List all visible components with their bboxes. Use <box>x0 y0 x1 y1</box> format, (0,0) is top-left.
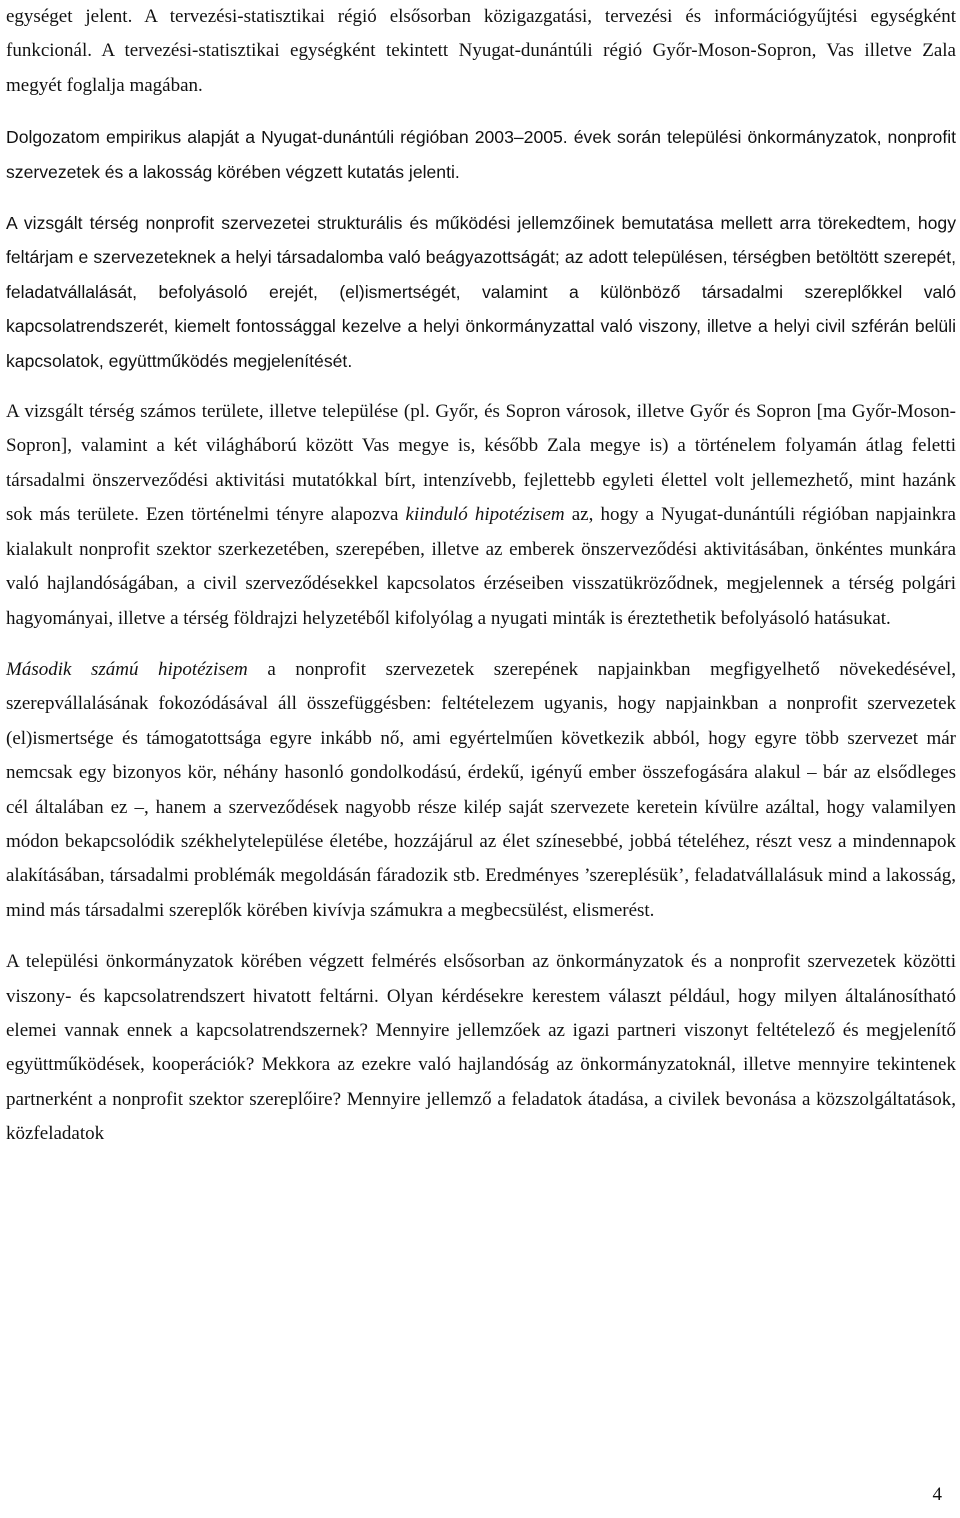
first-hypothesis-term: kiinduló hipotézisem <box>405 504 565 526</box>
paragraph-gap <box>6 636 956 653</box>
paragraph-gap <box>6 928 956 945</box>
paragraph-research-aims: A vizsgált térség nonprofit szervezetei strukturális és működési jellemzőinek bemutatása mellett arra törekedtem, hogy feltárjam e szervezeteknek a helyi társadalomba való beágyazottságát; az adott településen, térségben betöltött szerepét, feladatvállalását, befolyásoló erejét, (el)ismertségét, valamint a különböző társadalmi szereplőkkel való kapcsolatrendszerét, kiemelt fontossággal kezelve a helyi önkormányzattal való viszony, illetve a helyi civil szférán belüli kapcsolatok, együttműködés megjelenítését. <box>6 213 956 371</box>
paragraph-gap <box>6 103 956 120</box>
paragraph-empirical-basis: Dolgozatom empirikus alapját a Nyugat-dunántúli régióban 2003–2005. évek során települési önkormányzatok, nonprofit szervezetek és a lakosság körében végzett kutatás jelenti. <box>6 127 956 182</box>
page-number: 4 <box>932 1484 942 1505</box>
second-hypothesis-term: Második számú hipotézisem <box>6 658 248 680</box>
paragraph-region-definition: egységet jelent. A tervezési-statisztikai régió elsősorban közigazgatási, tervezési és információgyűjtési egységként funkcionál. A tervezési-statisztikai egységként tekintett Nyugat-dunántúli régió Győr-Moson-Sopron, Vas illetve Zala megyét foglalja magában. <box>6 6 956 96</box>
paragraph-first-hypothesis <box>6 395 956 636</box>
first-hypothesis-body: az, hogy a Nyugat-dunántúli régióban napjainkra kialakult nonprofit szektor szerkezetében, szerepében, illetve az emberek önszerveződési aktivitásában, önkéntes munkára való hajlandóságában, a civil szerveződésekkel kapcsolatos érzéseiben visszatükröződnek, megjelennek a térség polgári hagyományai, illetve a térség földrajzi helyzetéből kifolyólag a nyugati minták is éreztethetik befolyásoló hatásukat. <box>6 504 956 629</box>
paragraph-municipal-survey: A települési önkormányzatok körében végzett felmérés elsősorban az önkormányzatok és a nonprofit szervezetek közötti viszony- és kapcsolatrendszert hivatott feltárni. Olyan kérdésekre kerestem választ például, hogy milyen általánosítható elemei vannak ennek a kapcsolatrendszernek? Mennyire jellemzőek az igazi partneri viszonyt feltételező és megjelenítő együttműködések, kooperációk? Mekkora az ezekre való hajlandóság az önkormányzatoknál, illetve mennyire tekintenek partnerként a nonprofit szektor szereplőire? Mennyire jellemző a feladatok átadása, a civilek bevonása a közszolgáltatások, közfeladatok <box>6 951 956 1145</box>
paragraph-gap <box>6 189 956 206</box>
second-hypothesis-body: a nonprofit szervezetek szerepének napjainkban megfigyelhető növekedésével, szerepvállalásának fokozódásával áll összefüggésben: feltételezem ugyanis, hogy napjainkban a nonprofit szervezetek (el)ismertsége és támogatottsága egyre inkább nő, ami egyértelműen következik abból, hogy egyre több szervezet már nemcsak egy bizonyos kör, néhány hasonló gondolkodású, érdekű, igényű ember összefogására alakul – bár az elsődleges cél általában ez –, hanem a szerveződések nagyobb része kilép saját szervezete keretein kívülre azáltal, hogy valamilyen módon bekapcsolódik székhelytelepülése életébe, hozzájárul az élet színesebbé, jobbá tételéhez, részt vesz a mindennapok alakításában, társadalmi problémák megoldásán fáradozik stb. Eredményes ’szereplésük’, feladatvállalásuk mind a lakosság, mind más társadalmi szereplők körében kivívja számukra a megbecsülést, elismerést. <box>6 658 956 921</box>
paragraph-gap <box>6 378 956 395</box>
document-page <box>6 0 956 1152</box>
first-hypothesis-intro: A vizsgált térség számos területe, illetve települése (pl. Győr, és Sopron városok, illetve Győr és Sopron [ma Győr-Moson-Sopron], valamint a két világháború között Vas megye is, később Zala megye is) a történelem folyamán átlag feletti társadalmi önszerveződési aktivitási mutatókkal bírt, intenzívebb, fejlettebb egyleti élettel volt jellemezhető, mint hazánk sok más területe. Ezen történelmi tényre alapozva <box>6 401 956 526</box>
paragraph-second-hypothesis <box>6 653 956 928</box>
